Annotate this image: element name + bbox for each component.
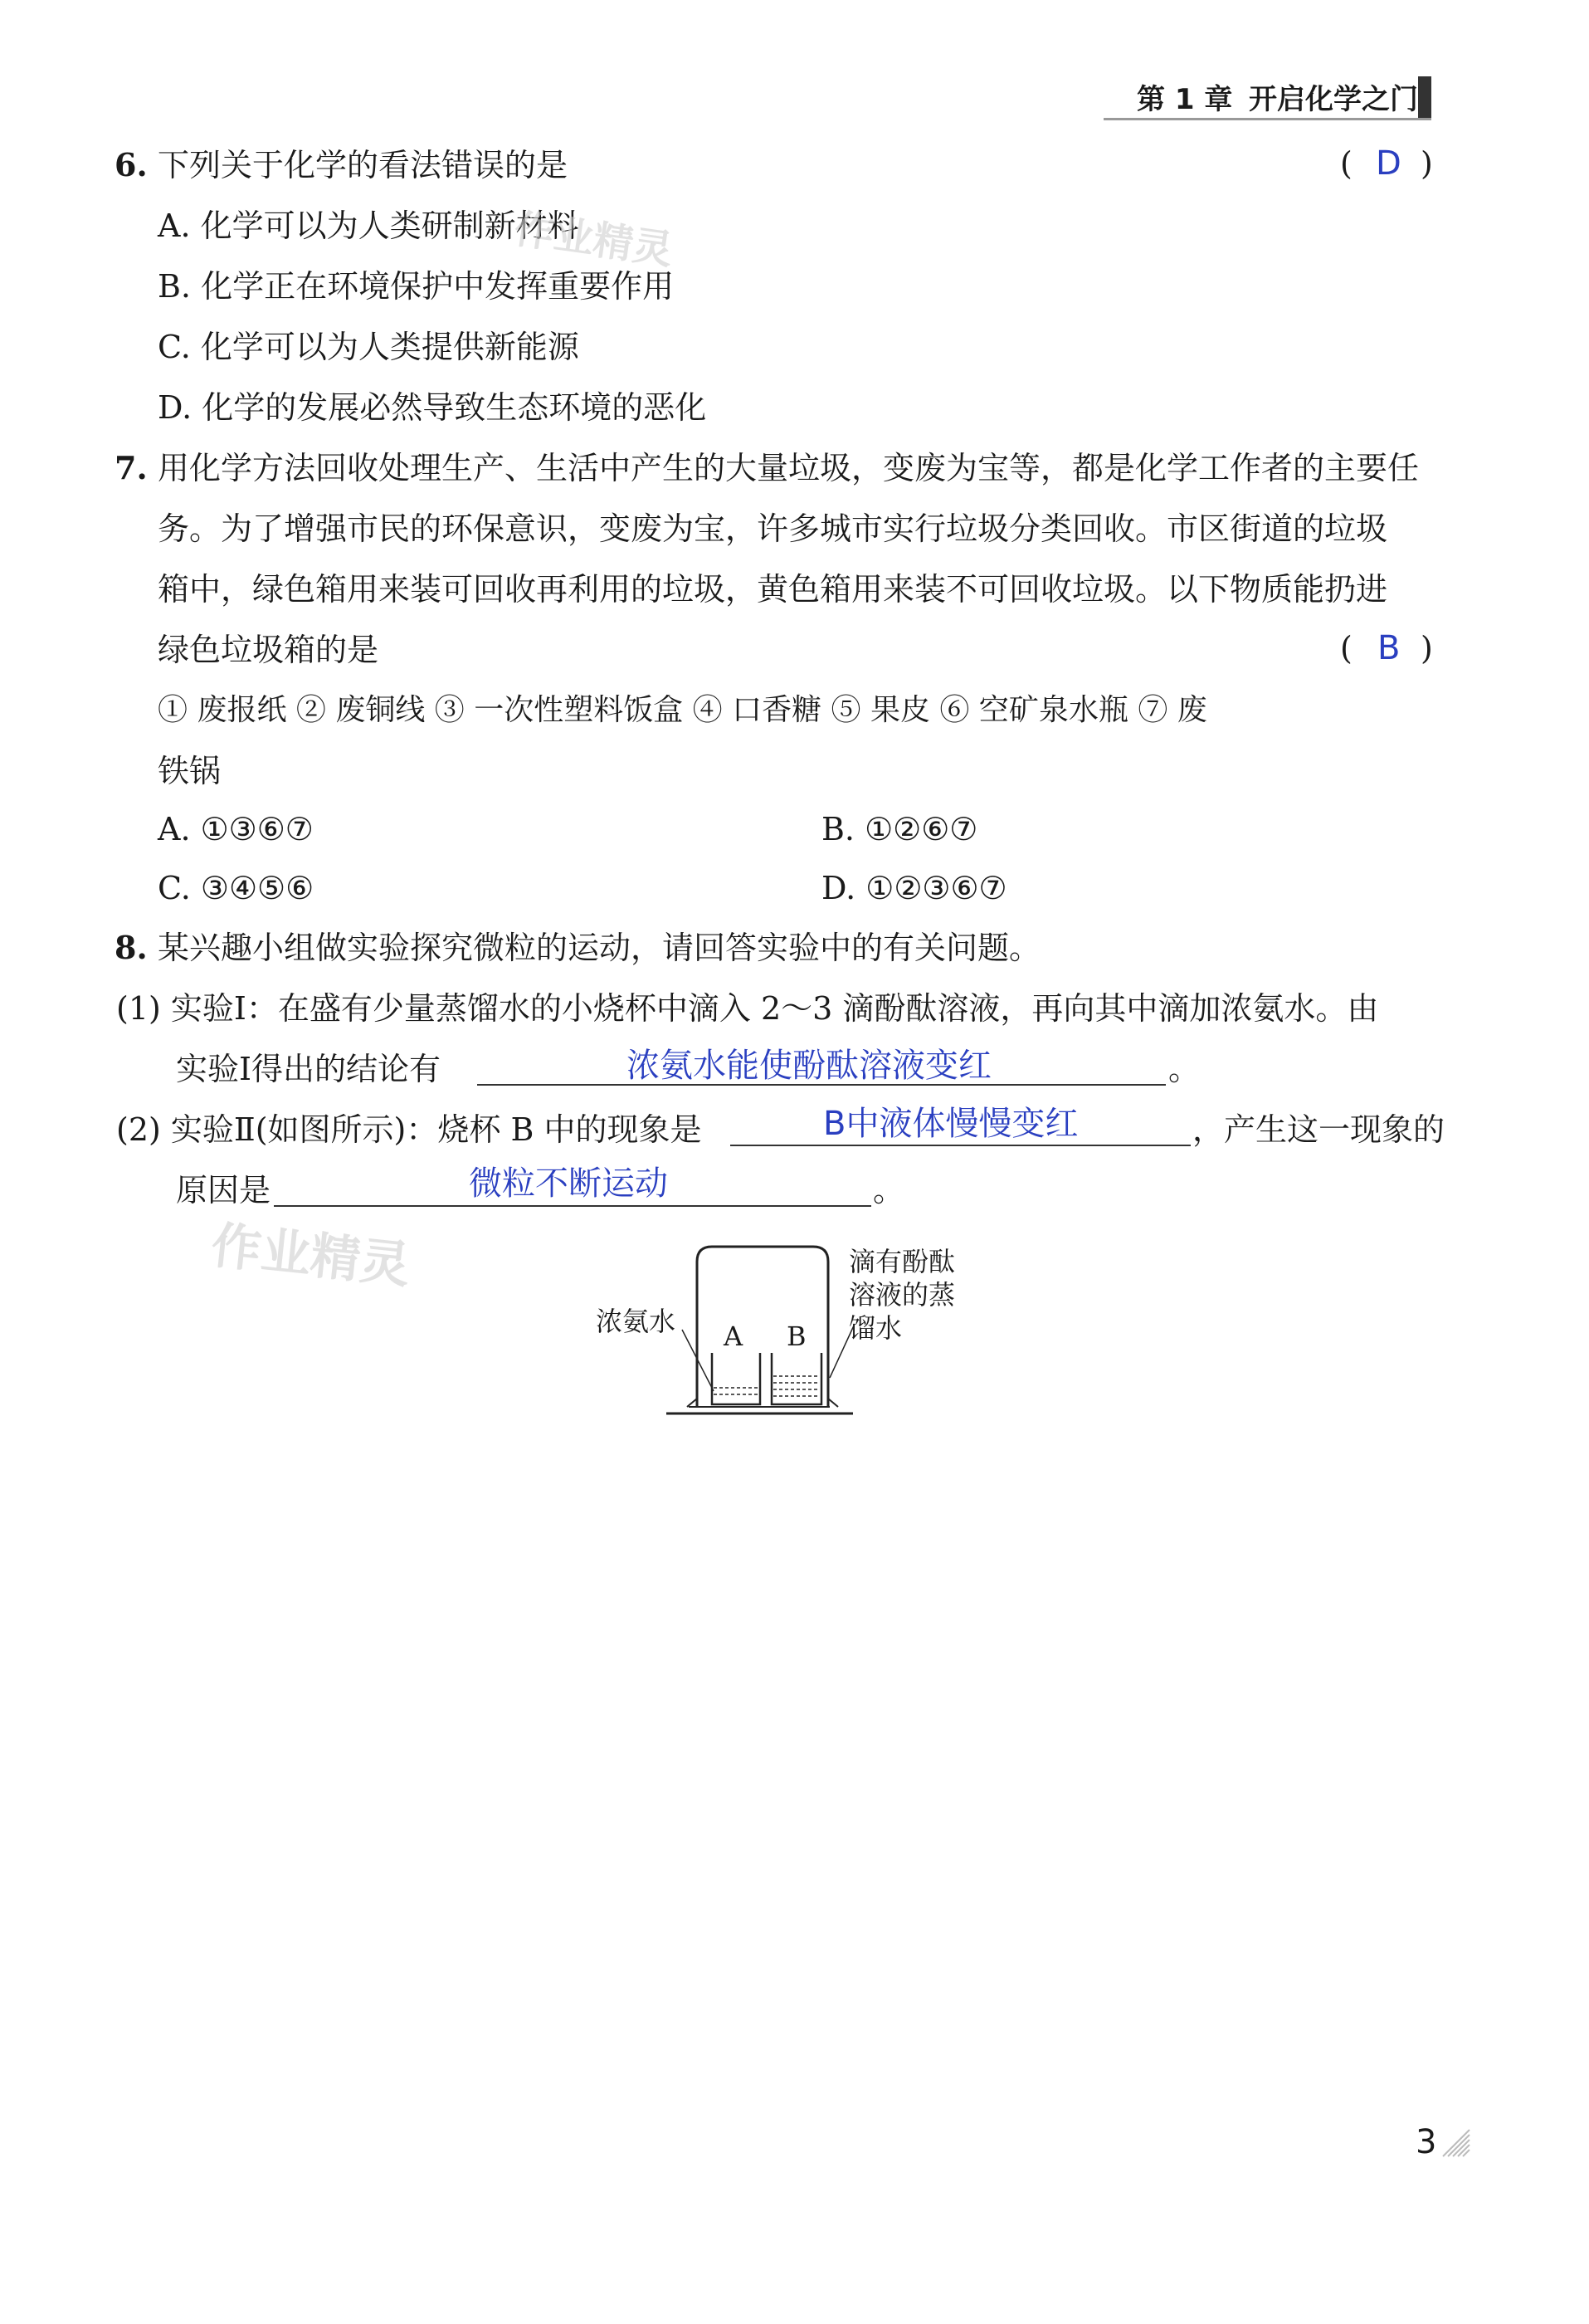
q7-number: 7.: [115, 449, 148, 486]
q8-part1-end: 。: [1168, 1051, 1201, 1087]
figure-label-beaker-a: A: [724, 1321, 743, 1352]
q6-option-c: C. 化学可以为人类提供新能源: [158, 329, 579, 365]
q7-line-3: 箱中，绿色箱用来装可回收再利用的垃圾，黄色箱用来装不可回收垃圾。以下物质能扔进: [158, 571, 1388, 608]
q7-line-2: 务。为了增强市民的环保意识，变废为宝，许多城市实行垃圾分类回收。市区街道的垃圾: [158, 510, 1388, 547]
q8-part1-answer: 浓氨水能使酚酞溶液变红: [626, 1047, 992, 1085]
chapter-title: 开启化学之门: [1249, 83, 1418, 116]
q8-number: 8.: [115, 929, 148, 966]
q6-paren-left: (: [1340, 145, 1353, 182]
q7-line-4: 绿色垃圾箱的是: [158, 632, 379, 668]
q8-part2-answer-2: 微粒不断运动: [469, 1164, 668, 1203]
q7-paren-left: (: [1340, 630, 1353, 666]
q8-part2-end: 。: [873, 1172, 905, 1208]
q8-part2-prefix: (2) 实验Ⅱ(如图所示)：烧杯 B 中的现象是: [116, 1111, 702, 1148]
q6-stem: 下列关于化学的看法错误的是: [158, 147, 568, 183]
header-bar: [1418, 76, 1431, 118]
q7-option-d: D. ①②③⑥⑦: [821, 870, 1007, 906]
q7-paren-right: ): [1421, 630, 1433, 666]
header-rule: [1104, 118, 1431, 120]
q8-part2-mid: ，产生这一现象的: [1192, 1111, 1445, 1148]
watermark-top: 作业精灵: [511, 205, 676, 275]
q6-option-a: A. 化学可以为人类研制新材料: [158, 208, 579, 244]
q6-option-d: D. 化学的发展必然导致生态环境的恶化: [158, 389, 707, 426]
q7-items-line-2: 铁锅: [158, 753, 222, 789]
q8-part2-answer-1: B中液体慢慢变红: [823, 1105, 1079, 1143]
q7-option-a: A. ①③⑥⑦: [158, 811, 314, 847]
q8-part2-blank-2: [274, 1205, 871, 1207]
figure-label-phenolphthalein-3: 馏水: [849, 1312, 903, 1344]
figure-label-phenolphthalein-1: 滴有酚酞: [849, 1246, 956, 1277]
page-number: 3: [1416, 2123, 1437, 2161]
figure-label-ammonia: 浓氨水: [596, 1306, 676, 1337]
q8-part1-line1: (1) 实验Ⅰ：在盛有少量蒸馏水的小烧杯中滴入 2～3 滴酚酞溶液，再向其中滴加浓氨水。由: [116, 990, 1379, 1027]
q6-answer: D: [1376, 144, 1401, 183]
q8-stem: 某兴趣小组做实验探究微粒的运动，请回答实验中的有关问题。: [158, 930, 1041, 966]
watermark: 作业精灵: [208, 1216, 413, 1296]
q6-paren-right: ): [1421, 145, 1433, 182]
q7-option-b: B. ①②⑥⑦: [821, 811, 978, 847]
q6-option-b: B. 化学正在环境保护中发挥重要作用: [158, 268, 675, 305]
q7-items-line-1: ① 废报纸 ② 废铜线 ③ 一次性塑料饭盒 ④ 口香糖 ⑤ 果皮 ⑥ 空矿泉水瓶 ⑦ 废: [158, 693, 1207, 727]
q8-part2-blank-1: [730, 1145, 1191, 1146]
page-corner-decoration: [1440, 2126, 1473, 2160]
q8-part2-line2-prefix: 原因是: [176, 1172, 271, 1208]
q7-option-c: C. ③④⑤⑥: [158, 870, 314, 906]
figure-label-beaker-b: B: [787, 1321, 807, 1352]
q8-part1-prefix: 实验Ⅰ得出的结论有: [176, 1051, 441, 1087]
q6-number: 6.: [115, 146, 148, 183]
q7-answer: B: [1377, 629, 1401, 667]
figure-label-phenolphthalein-2: 溶液的蒸: [849, 1279, 956, 1311]
q7-line-1: 用化学方法回收处理生产、生活中产生的大量垃圾，变废为宝等，都是化学工作者的主要任: [158, 450, 1420, 486]
chapter-number: 第 1 章: [1137, 83, 1233, 116]
